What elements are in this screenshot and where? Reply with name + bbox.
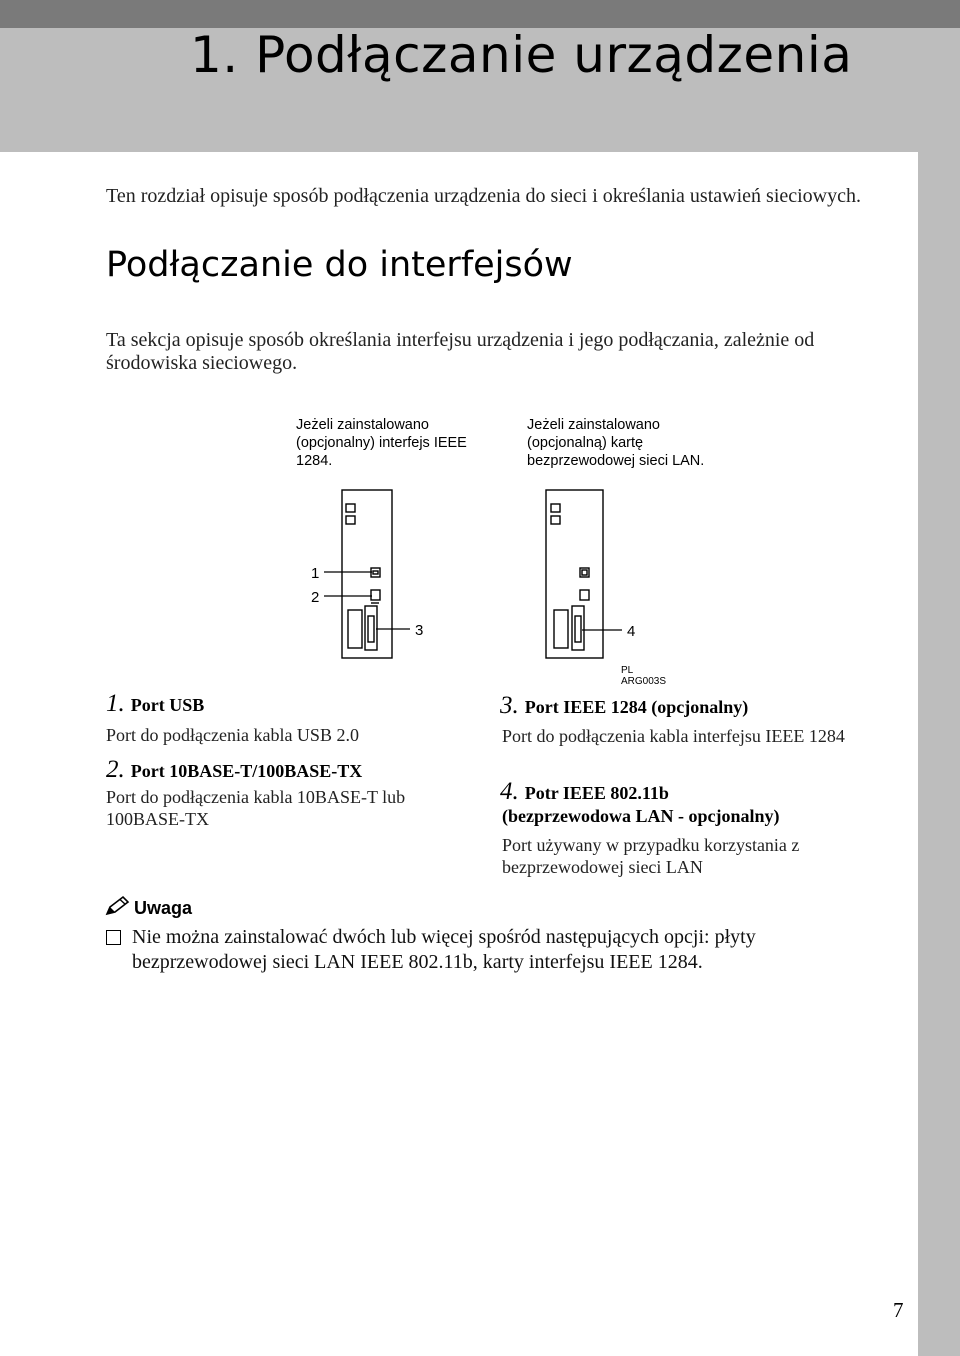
item-4-description: Port używany w przypadku korzystania z bezprzewodowej sieci LAN — [502, 835, 800, 877]
header-band — [0, 0, 960, 152]
note-text: Nie można zainstalować dwóch lub więcej spośród następujących opcji: płyty bezprzewodowej sieci LAN IEEE 802.11b, karty interfejsu IEEE 1284. — [132, 926, 756, 973]
page-edge-tab — [918, 152, 960, 1356]
section-intro: Ta sekcja opisuje sposób określania interfejsu urządzenia i jego podłączania, zależnie od środowiska sieciowego. — [106, 329, 815, 374]
right-device-panel — [546, 490, 603, 658]
item-4-heading — [500, 778, 669, 806]
chapter-intro: Ten rozdział opisuje sposób podłączenia urządzenia do sieci i określania ustawień sieciowych. — [106, 185, 861, 207]
note-heading — [104, 895, 192, 919]
item-2-description: Port do podłączenia kabla 10BASE-T lub 100BASE-TX — [106, 787, 406, 829]
callout-1: 1 — [311, 565, 320, 582]
item-3-description: Port do podłączenia kabla interfejsu IEEE 1284 — [502, 726, 845, 746]
item-4-title-line2: (bezprzewodowa LAN - opcjonalny) — [502, 806, 780, 826]
item-4-number: 4. — [500, 778, 519, 805]
item-3-number: 3. — [500, 692, 519, 719]
figure-caption-left: Jeżeli zainstalowano (opcjonalny) interfejs IEEE 1284. — [296, 417, 467, 469]
left-callout-lines — [324, 572, 410, 629]
interface-figure — [280, 410, 705, 687]
left-device-panel — [342, 490, 392, 658]
item-3-heading — [500, 692, 748, 720]
item-2-heading — [106, 756, 362, 784]
figure-caption-right: Jeżeli zainstalowano (opcjonalną) kartę bezprzewodowej sieci LAN. — [527, 417, 705, 469]
item-1-heading — [106, 690, 204, 718]
item-3-title: Port IEEE 1284 (opcjonalny) — [524, 697, 749, 717]
page-number: 7 — [893, 1298, 904, 1322]
item-1-number: 1. — [106, 690, 125, 717]
figure-code: PL ARG003S — [621, 665, 667, 687]
header-top-stripe — [0, 0, 960, 28]
chapter-title: 1. Podłączanie urządzenia — [190, 26, 853, 84]
callout-2: 2 — [311, 589, 320, 606]
item-2-title: Port 10BASE-T/100BASE-TX — [130, 761, 363, 781]
pencil-icon — [104, 895, 130, 917]
note-checkbox-bullet — [106, 930, 121, 945]
callout-3: 3 — [415, 622, 424, 639]
note-heading-label: Uwaga — [134, 898, 193, 918]
item-4-title: Potr IEEE 802.11b — [524, 783, 669, 803]
item-2-number: 2. — [106, 756, 125, 783]
section-title: Podłączanie do interfejsów — [106, 245, 573, 285]
callout-4: 4 — [627, 623, 636, 640]
item-1-description: Port do podłączenia kabla USB 2.0 — [106, 725, 359, 745]
item-1-title: Port USB — [130, 695, 205, 715]
